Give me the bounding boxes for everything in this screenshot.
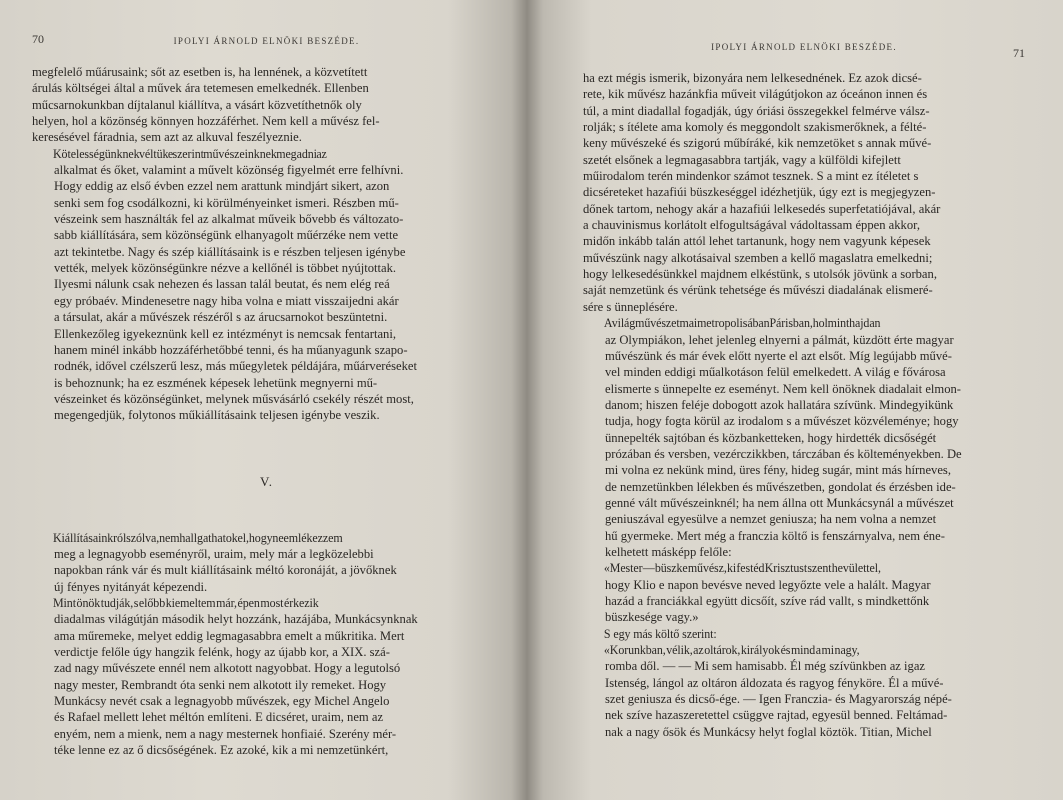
left-page — [0, 0, 527, 800]
paragraph — [32, 146, 501, 424]
left-page-number: 70 — [32, 32, 44, 46]
text-line: Kötelességünknek véltük e szerint művészeinknek megadni az — [52, 146, 327, 161]
text-line: nak a nagy ősök és Munkácsy helyt foglal köztök. Titian, Michel — [605, 724, 932, 739]
text-line: vészeinket és közönségünket, melynek műsvásárló csekély részét most, — [54, 391, 414, 406]
text-line: műcsarnokunkban díjtalanul kiállítva, a vásárt közvetíthetnők oly — [32, 97, 362, 112]
text-line: Mint önök tudják, s előbb kiemeltem már, épen most érkezik — [52, 595, 319, 610]
text-line: hanem minél inkább hozzáférhetőbbé tenni, és ha műanyagunk szapo- — [54, 342, 408, 357]
text-line: büszkesége vagy.» — [605, 610, 699, 625]
text-line: A világművészet mai metropolisában Párisban, hol mint hajdan — [603, 316, 881, 331]
paragraph — [583, 70, 1025, 315]
text-line: vészeink sem használták fel az alkalmat műveik bővebb és változato- — [54, 212, 404, 227]
text-line: sabb kiállítására, sem közönségünk elhanyagolt műérzéke nem vette — [54, 228, 399, 243]
text-line: a társulat, akár a művészek részéről s az árucsarnokot beszüntetni. — [54, 310, 388, 325]
text-line: Hogy eddig az első évben ezzel nem arattunk mindjárt sikert, azon — [54, 179, 390, 194]
right-text — [583, 70, 1025, 740]
left-text-before — [32, 64, 501, 424]
text-line: elismerte s ünnepelte ez eseményt. Nem kell önöknek diadalait elmon- — [605, 381, 962, 396]
text-line: és Rafael mellett lehet méltón említeni. E dicséret, uraim, nem az — [54, 710, 384, 725]
paragraph — [32, 595, 501, 758]
text-line: verdictje felőle úgy hangzik felénk, hogy az újabb kor, a XIX. szá- — [54, 644, 390, 659]
text-line: de nemzetünkben lélekben és művészetben, gondolat és érzésben ide- — [605, 479, 956, 494]
right-running-head — [583, 42, 1025, 60]
paragraph — [583, 626, 1025, 642]
text-line: egy próbaév. Mindenesetre nagy hiba volna e miatt visszaijedni akár — [54, 293, 399, 308]
text-line: hogy Klio e napon bevésve neved legyőzte vele a halált. Magyar — [605, 577, 931, 592]
text-line: rete, kik művész hazánkfia műveit világútjokon az óceánon innen és — [583, 87, 928, 102]
text-line: geniuszával egyesülve a nemzet geniusza; ha nem volna a nemzet — [605, 512, 937, 527]
text-line: új fényes nyitányát képezendi. — [54, 579, 208, 594]
paragraph — [32, 530, 501, 595]
paragraph — [583, 642, 1025, 740]
text-line: művészünk és már évek előtt nyerte el azt elsőt. Míg legújabb művé- — [605, 348, 952, 363]
text-line: tudja, hogy fogta körül az irodalom s a művészet közvéleménye; hogy — [605, 414, 959, 429]
paragraph — [583, 560, 1025, 625]
text-line: hű gyermeke. Mert még a franczia költő is fenszárnyalva, nem éne- — [605, 528, 945, 543]
text-line: mi volna ez nekünk mind, üres fény, hideg sugár, mint más hírneves, — [605, 463, 951, 478]
text-line: is behoznunk; ha ez eszmének képesek lehetünk megnyerni mű- — [54, 375, 378, 390]
right-page — [527, 0, 1063, 800]
text-line: az Olympiákon, lehet jelenleg elnyerni a pálmát, küzdött érte magyar — [605, 332, 954, 347]
text-line: midőn inkább talán attól lehet tartanunk, hogy nem vagyunk képesek — [583, 234, 931, 249]
text-line: Kiállításainkról szólva, nem hallgathatok el, hogy ne emlékezzem — [52, 530, 343, 545]
text-line: diadalmas világútján második helyt hozzánk, hazájába, Munkácsynknak — [54, 612, 418, 627]
left-text-after — [32, 530, 501, 759]
text-line: romba dől. — — Mi sem hamisabb. Él még szívünkben az igaz — [605, 659, 926, 674]
text-line: rolják; s ítélete ama komoly és meggondolt szakismerőknek, a félté- — [583, 120, 927, 135]
text-line: sére s ünneplésére. — [583, 299, 678, 314]
text-line: azt tekintetbe. Nagy és szép kiállításaink is e részben teljesen igénybe — [54, 244, 406, 259]
text-line: kelhetett másképp felőle: — [605, 544, 732, 559]
left-running-head — [32, 32, 501, 54]
section-number: V. — [260, 473, 273, 489]
text-line: a chauvinismus korlátolt elfogultságával vádoltassam éppen akkor, — [583, 218, 920, 233]
text-line: szetét elsőnek a legmagasabbra tartják, vagy a külföldi kifejlett — [583, 152, 901, 167]
text-line: megfelelő műárusaink; sőt az esetben is, ha lennének, a közvetített — [32, 65, 368, 79]
text-line: árulás költségei által a művek ára tetemesen emelkednék. Ellenben — [32, 81, 369, 96]
text-line: genné vált művészeinknél; ha nem állna ott Munkácsynál a művészet — [605, 495, 954, 510]
text-line: enyém, nem a mienk, nem a nagy mesternek honfiaié. Szerény mér- — [54, 726, 397, 741]
text-line: keny művészeké és szigorú műbíráké, kik nemzetöket s annak művé- — [583, 136, 932, 151]
text-line: ama műremeke, melyet eddig legmagasabbra emelt a műkritika. Mert — [54, 628, 405, 643]
text-line: S egy más költő szerint: — [603, 626, 717, 641]
text-line: nagy mester, Rembrandt óta senki nem alkotott ily remeket. Hogy — [54, 677, 387, 692]
text-line: dicséreteket hazafiúi büszkeséggel idézhetjük, úgy ezt is megjegyzen- — [583, 185, 936, 200]
text-line: szet geniusza és dicső-ége. — Igen Franczia- és Magyarország népé- — [605, 692, 952, 707]
text-line: napokban ránk vár és mult kiállításaink méltó koronáját, a jövőknek — [54, 563, 397, 578]
text-line: Munkácsy nevét csak a legnagyobb művészek, egy Michel Angelo — [54, 694, 390, 708]
text-line: prózában és versben, vezérczikkben, tárczában és költeményekben. De — [605, 446, 962, 461]
text-line: «Mester — büszke művész, ki festéd Krisztust szent hevülettel, — [603, 561, 881, 576]
text-line: megengedjük, folytonos műkiállításaink teljesen igénybe veszik. — [54, 408, 380, 423]
text-line: Istenség, lángol az oltáron áldozata és ragyog fényköre. Él a művé- — [605, 675, 944, 690]
text-line: senki sem fog csodálkozni, ki körülményeinket ismeri. Részben mű- — [54, 195, 399, 210]
text-line: túl, a mint diadallal fogadják, úgy óriási összegekkel felmérve válsz- — [583, 103, 930, 118]
text-line: keresésével fáradnia, sem azt az alkuval feszélyeznie. — [32, 130, 302, 145]
text-line: danom; hiszen feléje dobogott azok hallatára szívünk. Mindegyikünk — [605, 397, 954, 412]
left-running-title: IPOLYI ÁRNOLD ELNÖKI BESZÉDE. — [173, 36, 360, 46]
text-line: nek szíve hazaszeretettel csüggve rajtad, egyesül benned. Feltámad- — [605, 708, 948, 723]
text-line: dőnek tartom, nehogy akár a hazafiúi lelkesedés superfetatiójával, akár — [583, 201, 941, 216]
text-line: saját nemzetünk és vérünk tehetsége és művészi diadalának elismeré- — [583, 283, 933, 298]
text-line: meg a legnagyobb eseményről, uraim, mely már a legközelebbi — [54, 546, 374, 561]
text-line: «Korunkban, vélik, az oltárok, királyok és mind a mi nagy, — [603, 643, 860, 658]
text-line: ünnepelték sajtóban és közbanketteken, hogy hirdették dicsőségét — [605, 430, 937, 445]
text-line: téke lenne ez az ő dicsőségének. Ez azoké, kik a mi nemzetünkért, — [54, 743, 389, 758]
paragraph — [32, 64, 501, 146]
right-page-number: 71 — [1013, 46, 1025, 60]
text-line: zad nagy művészete ennél nem alkotott nagyobbat. Hogy a legutolsó — [54, 661, 401, 676]
text-line: hazád a franciákkal együtt dicsőít, szíve rád vallt, s mindkettőnk — [605, 594, 930, 608]
right-running-title: IPOLYI ÁRNOLD ELNÖKI BESZÉDE. — [711, 42, 897, 52]
text-line: műirodalom terén mindenkor számot tesznek. S a mint ez ítéletet s — [583, 169, 919, 184]
text-line: művészünk nagy alkotásaival szemben a kellő magaslatra emelkedni; — [583, 250, 933, 265]
text-line: ha ezt mégis ismerik, bizonyára nem lelkesednének. Ez azok dicsé- — [583, 71, 922, 85]
text-line: rodnék, idővel czélszerű lesz, más műegyletek példájára, műárveréseket — [54, 359, 417, 374]
paragraph — [583, 315, 1025, 560]
text-line: hogy lelkesedésünkkel majdnem elkéstünk, s utolsók jövünk a sorban, — [583, 267, 937, 282]
text-line: alkalmat és őket, valamint a művelt közönség figyelmét erre felhívni. — [54, 163, 404, 178]
text-line: helyen, hol a közönség könnyen hozzáférhet. Nem kell a művész fel- — [32, 114, 380, 129]
text-line: vették, melyek közönségünkre nézve a kellőnél is többet nyújtottak. — [54, 261, 397, 276]
text-line: Ilyesmi nálunk csak nehezen és lassan talál beutat, és nem elég reá — [54, 277, 390, 292]
text-line: vel minden eddigi műalkotáson felül emelkedett. A világ e fővárosa — [605, 365, 946, 380]
text-line: Ellenkezőleg igyekeznünk kell ez intézményt is nemcsak fentartani, — [54, 326, 396, 341]
